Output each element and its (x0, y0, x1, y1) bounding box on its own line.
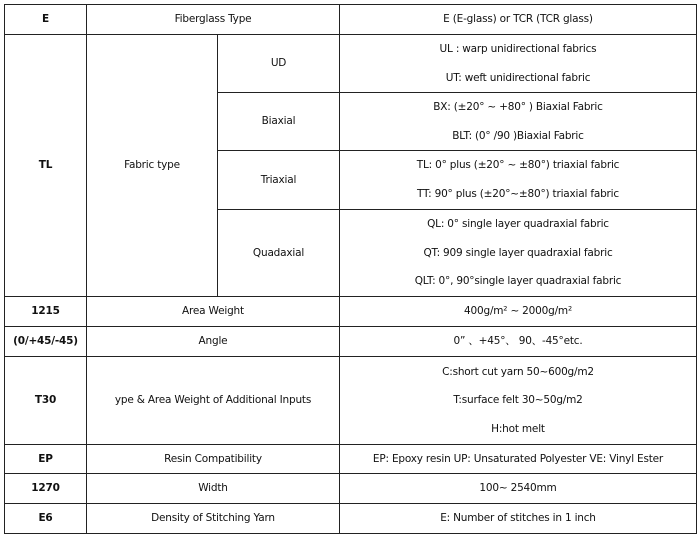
row-label: Density of Stitching Yarn (87, 504, 340, 534)
row-value: 0” 、+45°、 90、-45°etc. (340, 327, 697, 357)
fabric-subtype: UD (218, 35, 340, 93)
row-value (340, 151, 697, 210)
table-row (5, 445, 697, 474)
value-line: QLT: 0°, 90°single layer quadraxial fabric (414, 275, 622, 288)
table-row (5, 474, 697, 504)
row-value: 400g/m² ~ 2000g/m² (340, 297, 697, 327)
row-value: 100~ 2540mm (340, 474, 697, 504)
row-code: (0/+45/-45) (5, 327, 87, 357)
table-row (5, 504, 697, 534)
row-value: E (E-glass) or TCR (TCR glass) (340, 5, 697, 35)
row-label: ype & Area Weight of Additional Inputs (87, 357, 340, 445)
fabric-subtype: Biaxial (218, 93, 340, 151)
row-label: Resin Compatibility (87, 445, 340, 474)
fabric-subtype: Quadaxial (218, 210, 340, 297)
value-line: QL: 0° single layer quadraxial fabric (427, 218, 609, 231)
row-label: Fabric type (87, 35, 218, 297)
value-line: QT: 909 single layer quadraxial fabric (423, 246, 613, 259)
value-line: UL : warp unidirectional fabrics (439, 42, 597, 55)
row-value (340, 357, 697, 445)
value-line: TL: 0° plus (±20° ~ ±80°) triaxial fabric (416, 159, 620, 172)
value-line: T:surface felt 30~50g/m2 (453, 394, 583, 407)
row-value: E: Number of stitches in 1 inch (340, 504, 697, 534)
row-value (340, 210, 697, 297)
row-code: E (5, 5, 87, 35)
value-line: BLT: (0° /90 )Biaxial Fabric (452, 129, 584, 142)
value-line: C:short cut yarn 50~600g/m2 (442, 365, 594, 378)
row-value (340, 35, 697, 93)
row-code: EP (5, 445, 87, 474)
row-label: Angle (87, 327, 340, 357)
row-label: Fiberglass Type (87, 5, 340, 35)
row-value: EP: Epoxy resin UP: Unsaturated Polyester VE: Vinyl Ester (340, 445, 697, 474)
row-code: TL (5, 35, 87, 297)
fabric-subtype: Triaxial (218, 151, 340, 210)
table-row (5, 5, 697, 35)
row-code: E6 (5, 504, 87, 534)
row-code: T30 (5, 357, 87, 445)
row-value (340, 93, 697, 151)
value-line: BX: (±20° ~ +80° ) Biaxial Fabric (433, 100, 603, 113)
table-row (5, 327, 697, 357)
table-row (5, 35, 697, 93)
row-label: Area Weight (87, 297, 340, 327)
value-line: UT: weft unidirectional fabric (445, 71, 591, 84)
product-code-table (4, 4, 697, 534)
table-row (5, 357, 697, 445)
table-row (5, 297, 697, 327)
row-code: 1270 (5, 474, 87, 504)
value-line: H:hot melt (491, 422, 545, 435)
value-line: TT: 90° plus (±20°~±80°) triaxial fabric (417, 188, 619, 200)
row-code: 1215 (5, 297, 87, 327)
row-label: Width (87, 474, 340, 504)
